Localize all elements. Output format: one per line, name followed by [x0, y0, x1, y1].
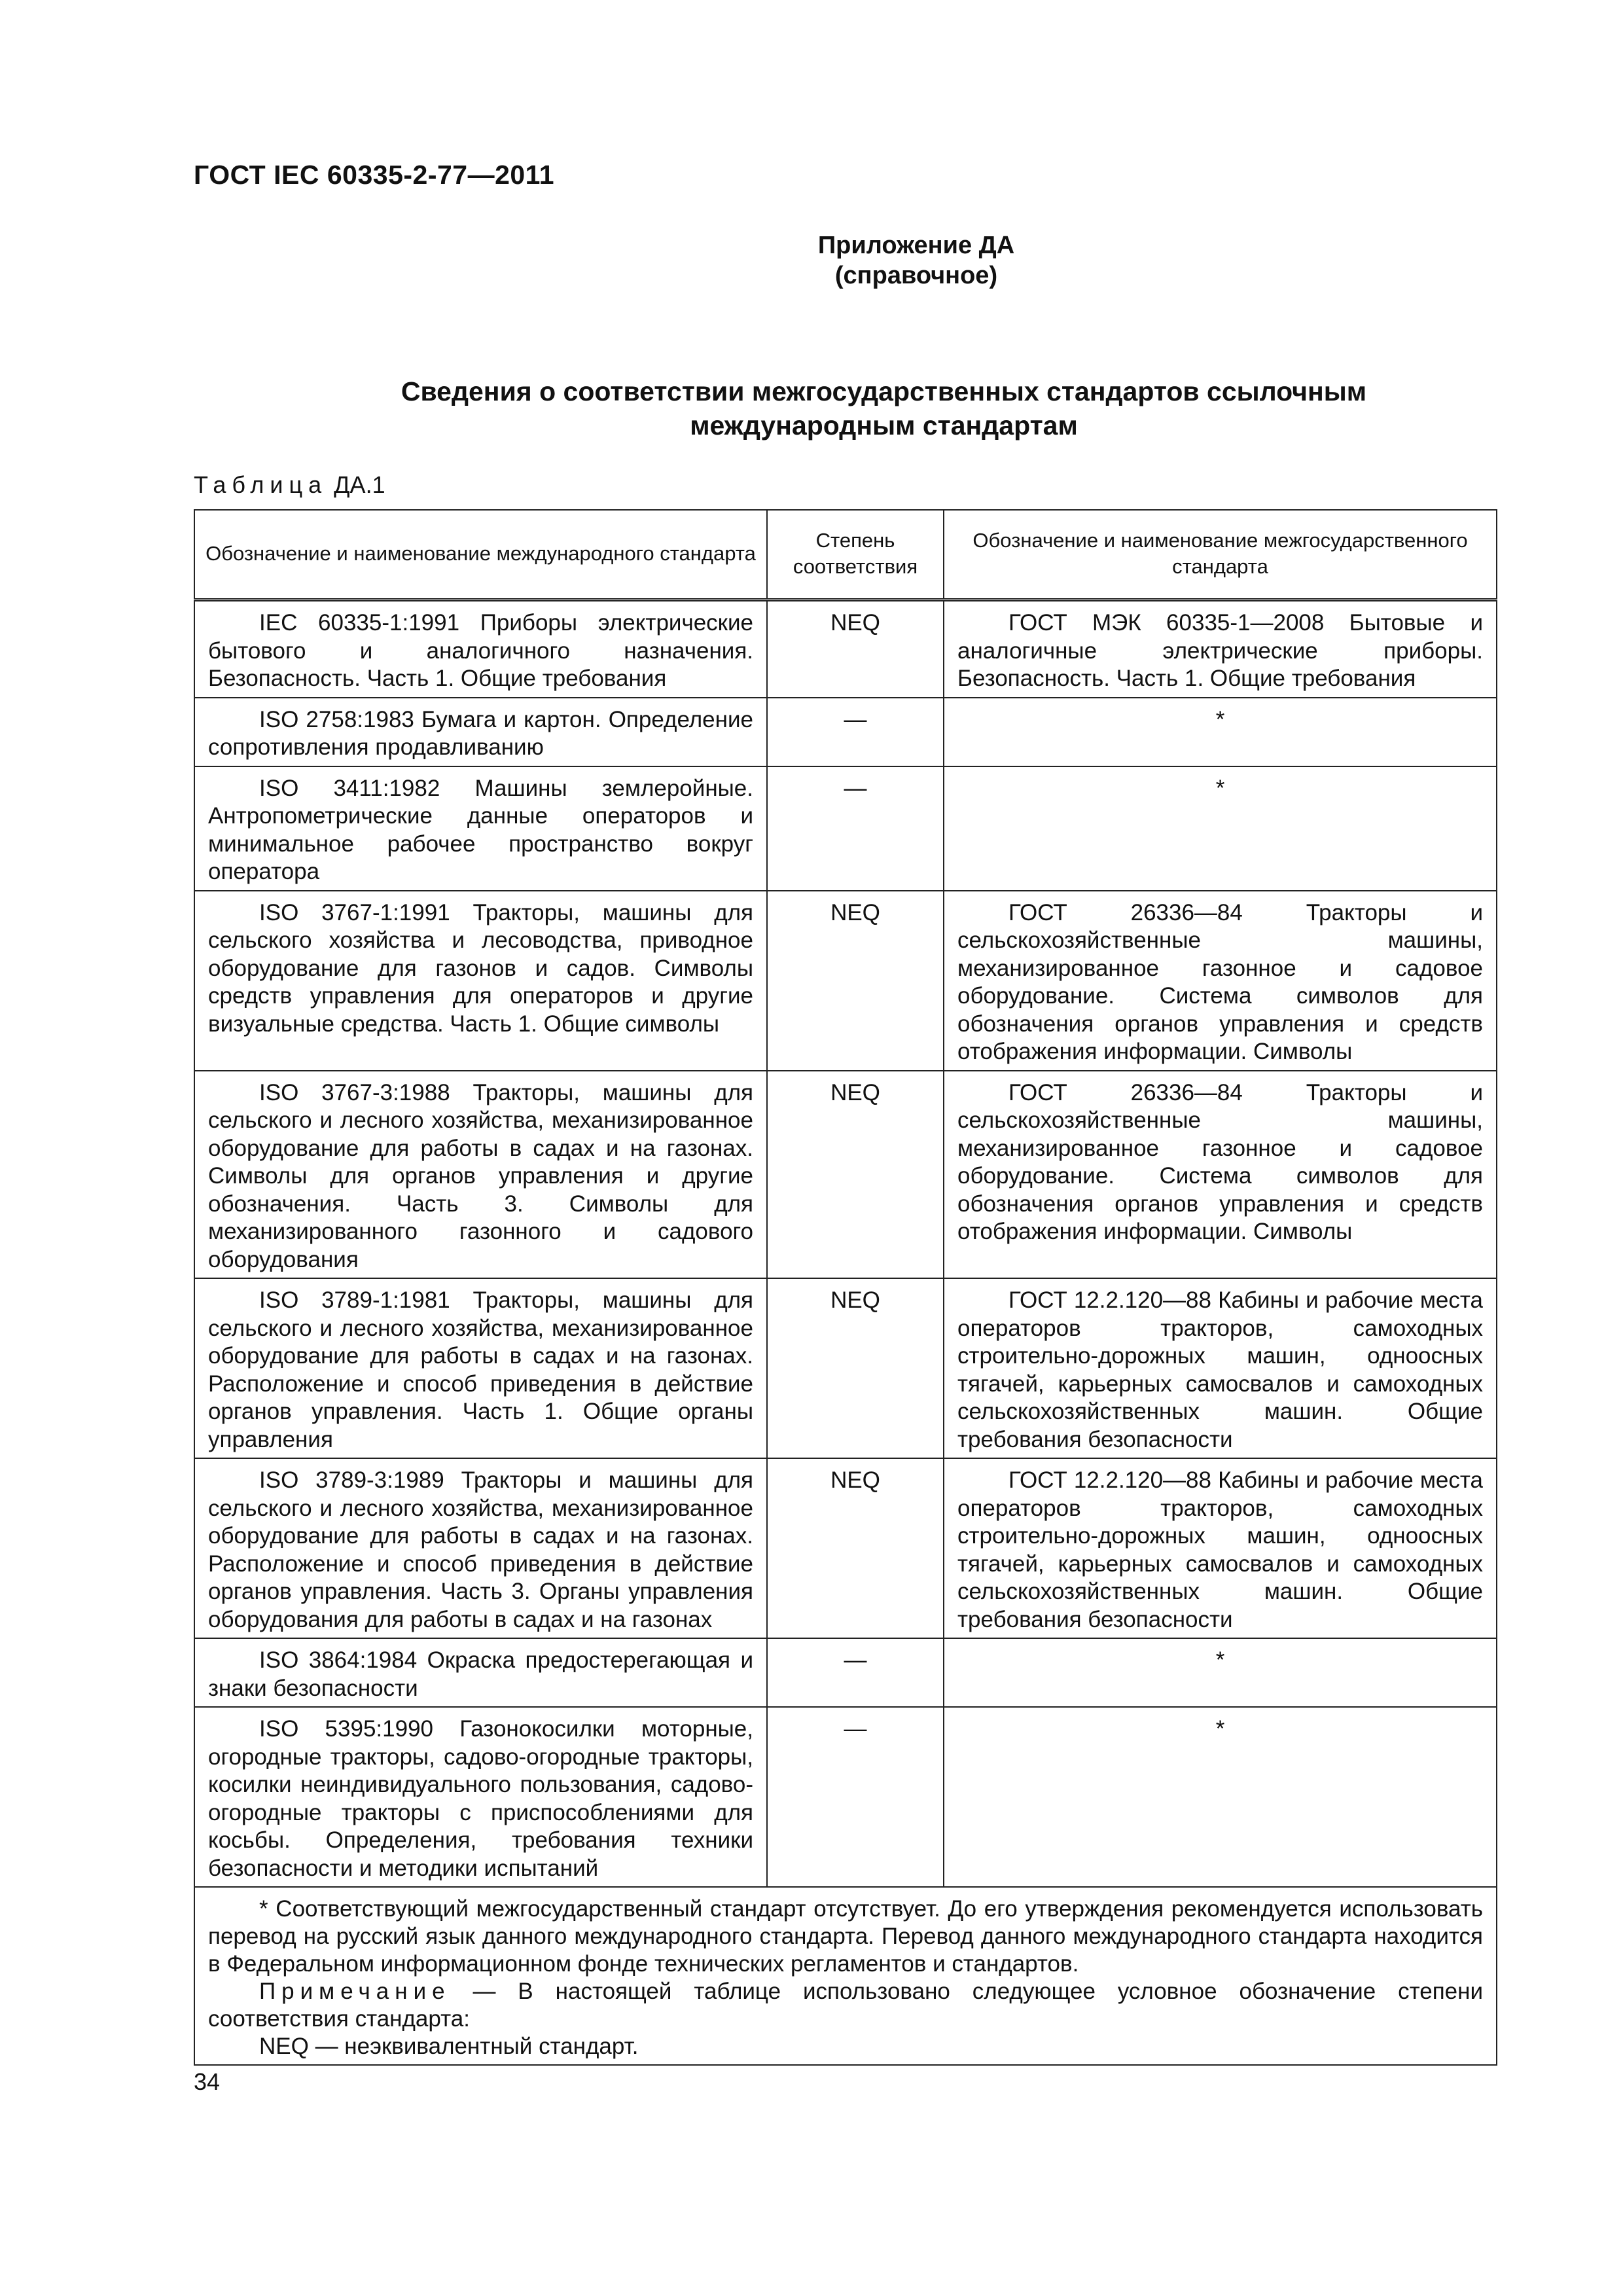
international-standard-cell: ISO 3864:1984 Окраска предостерегающая и знаки безопасности — [194, 1638, 767, 1707]
degree-cell: NEQ — [767, 1278, 944, 1458]
interstate-standard-cell: * — [944, 1638, 1497, 1707]
standards-correspondence-table — [194, 509, 1497, 2066]
table-footnote-cell — [194, 1887, 1497, 2065]
table-label — [194, 471, 385, 499]
table-row — [194, 1638, 1497, 1707]
international-standard-cell: ISO 2758:1983 Бумага и картон. Определение сопротивления продавливанию — [194, 698, 767, 766]
section-title — [194, 374, 1495, 442]
degree-cell: NEQ — [767, 891, 944, 1071]
international-standard-cell: ISO 3789-1:1981 Тракторы, машины для сельского и лесного хозяйства, механизированное оборудование для работы в садах и на газонах. Расположение и способ приведения в действие органов управления. Часть 1. Общие органы управления — [194, 1278, 767, 1458]
section-title-line-2: международным стандартам — [690, 410, 1078, 440]
interstate-standard-cell: * — [944, 698, 1497, 766]
column-header-degree: Степень соответствия — [767, 510, 944, 600]
international-standard-cell: ISO 3789-3:1989 Тракторы и машины для сельского и лесного хозяйства, механизированное оборудование для работы в садах и на газонах. Расположение и способ приведения в действие органов управления. Часть 3. Органы управления оборудования для работы в садах и на газонах — [194, 1458, 767, 1638]
footnote-text: * Соответствующий межгосударственный стандарт отсутствует. До его утверждения рекомендуется использовать перевод на русский язык данного международного стандарта. Перевод данного международного стандарта находится в Федеральном информационном фонде технических регламентов и стандартов. — [208, 1896, 1483, 1977]
table-row — [194, 766, 1497, 891]
interstate-standard-cell: ГОСТ МЭК 60335-1—2008 Бытовые и аналогичные электрические приборы. Безопасность. Часть 1. Общие требования — [944, 600, 1497, 698]
table-row — [194, 600, 1497, 698]
table-row — [194, 698, 1497, 766]
column-header-international: Обозначение и наименование международного стандарта — [194, 510, 767, 600]
document-code: ГОСТ IEC 60335-2-77—2011 — [194, 160, 555, 190]
table-footer-row — [194, 1887, 1497, 2065]
table-row — [194, 1278, 1497, 1458]
degree-cell: — — [767, 698, 944, 766]
international-standard-cell: ISO 5395:1990 Газонокосилки моторные, огородные тракторы, садово-огородные тракторы, косилки неиндивидуального пользования, садово-огородные тракторы с приспособлениями для косьбы. Определения, требования техники безопасности и методики испытаний — [194, 1707, 767, 1887]
interstate-standard-cell: ГОСТ 12.2.120—88 Кабины и рабочие места операторов тракторов, самоходных строительно-дорожных машин, одноосных тягачей, карьерных самосвалов и самоходных сельскохозяйственных машин. Общие требования безопасности — [944, 1278, 1497, 1458]
degree-cell: — — [767, 1707, 944, 1887]
degree-cell: — — [767, 766, 944, 891]
page-number: 34 — [194, 2068, 221, 2095]
degree-cell: NEQ — [767, 600, 944, 698]
degree-legend: NEQ — неэквивалентный стандарт. — [259, 2034, 639, 2059]
international-standard-cell: ISO 3767-1:1991 Тракторы, машины для сельского хозяйства и лесоводства, приводное оборудование для газонов и садов. Символы средств управления для операторов и другие визуальные средства. Часть 1. Общие символы — [194, 891, 767, 1071]
note-paragraph — [208, 1978, 1483, 2033]
interstate-standard-cell: ГОСТ 26336—84 Тракторы и сельскохозяйственные машины, механизированное газонное и садовое оборудование. Система символов для обозначения органов управления и средств отображения информации. Символы — [944, 1071, 1497, 1279]
table-label-number: ДА.1 — [334, 471, 385, 498]
note-label: Примечание — [259, 1979, 451, 2004]
degree-cell: NEQ — [767, 1458, 944, 1638]
international-standard-cell: ISO 3767-3:1988 Тракторы, машины для сельского и лесного хозяйства, механизированное оборудование для работы в садах и на газонах. Символы для органов управления и другие обозначения. Часть 3. Символы для механизированного газонного и садового оборудования — [194, 1071, 767, 1279]
annex-title: Приложение ДА — [817, 232, 1015, 259]
interstate-standard-cell: * — [944, 766, 1497, 891]
table-label-prefix: Таблица — [194, 471, 328, 498]
interstate-standard-cell: ГОСТ 12.2.120—88 Кабины и рабочие места операторов тракторов, самоходных строительно-дорожных машин, одноосных тягачей, карьерных самосвалов и самоходных сельскохозяйственных машин. Общие требования безопасности — [944, 1458, 1497, 1638]
interstate-standard-cell: * — [944, 1707, 1497, 1887]
degree-cell: — — [767, 1638, 944, 1707]
annex-subtitle: (справочное) — [834, 262, 998, 289]
table-row — [194, 1458, 1497, 1638]
section-title-line-1: Сведения о соответствии межгосударственных стандартов ссылочным — [401, 376, 1367, 406]
column-header-interstate: Обозначение и наименование межгосударственного стандарта — [944, 510, 1497, 600]
international-standard-cell: ISO 3411:1982 Машины землеройные. Антропометрические данные операторов и минимальное рабочее пространство вокруг оператора — [194, 766, 767, 891]
table-row — [194, 1071, 1497, 1279]
annex-heading — [654, 230, 1178, 291]
table-row — [194, 1707, 1497, 1887]
table-row — [194, 891, 1497, 1071]
international-standard-cell: IEC 60335-1:1991 Приборы электрические бытового и аналогичного назначения. Безопасность. Часть 1. Общие требования — [194, 600, 767, 698]
note-text: — В настоящей таблице использовано следующее условное обозначение степени соответствия стандарта: — [208, 1979, 1483, 2032]
table-header-row — [194, 510, 1497, 600]
interstate-standard-cell: ГОСТ 26336—84 Тракторы и сельскохозяйственные машины, механизированное газонное и садовое оборудование. Система символов для обозначения органов управления и средств отображения информации. Символы — [944, 891, 1497, 1071]
degree-cell: NEQ — [767, 1071, 944, 1279]
